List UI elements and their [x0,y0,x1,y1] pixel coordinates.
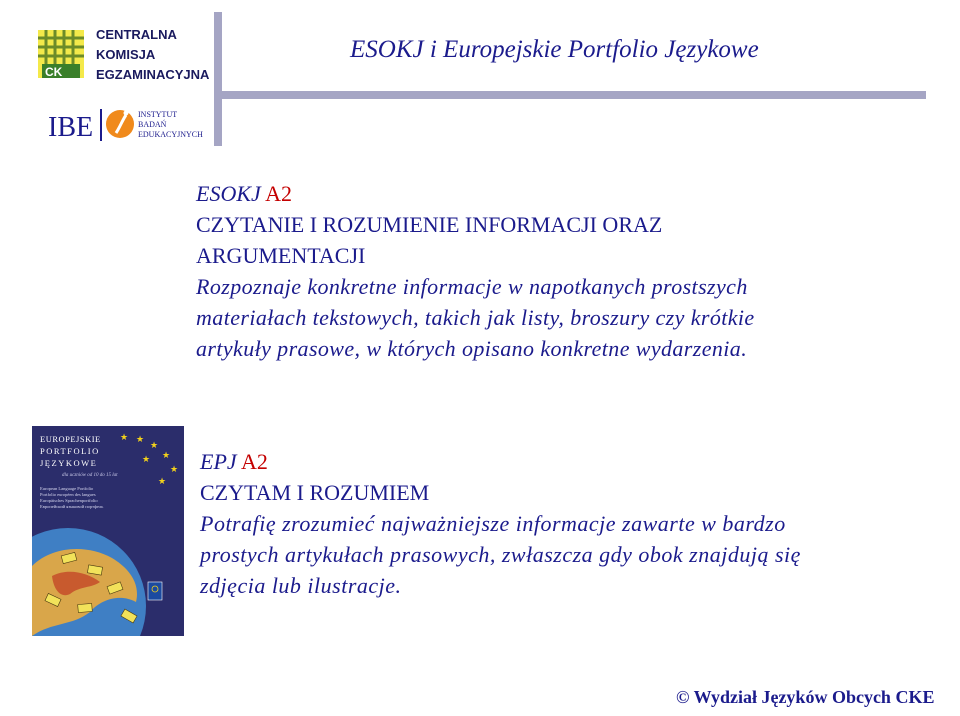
esokj-heading-line: ARGUMENTACJI [196,243,366,268]
cover-language-line: Europäisches Sprachenportfolio [40,498,98,503]
epj-label-line [200,446,900,477]
cover-title-line: EUROPEJSKIE [40,434,101,444]
ibe-name-line: EDUKACYJNYCH [138,130,203,139]
horizontal-divider [222,91,926,99]
footer-copyright: © Wydział Języków Obcych CKE [676,687,935,707]
cover-language-line: Portfolio européen des langues [40,492,96,497]
esokj-description-line: materiałach tekstowych, takich jak listy, broszury czy krótkie [196,305,755,330]
vertical-divider [214,12,222,146]
epj-description-line: Potrafię zrozumieć najważniejsze informacje zawarte w bardzo [200,511,786,536]
esokj-label: ESOKJ [196,181,261,206]
epj-label: EPJ [200,449,237,474]
esokj-level: A2 [265,181,292,206]
cover-subtitle: dla uczniów od 10 do 15 lat [62,473,118,478]
ibe-name-line: BADAŃ [138,120,167,129]
cke-name-line: EGZAMINACYJNA [96,67,210,82]
ibe-name-line: INSTYTUT [138,110,178,119]
portfolio-cover-image [32,426,184,636]
council-of-europe-logo [148,582,162,600]
cover-title-line: JĘZYKOWE [40,458,98,468]
svg-text:★: ★ [142,454,151,464]
cke-name-line: CENTRALNA [96,27,177,42]
esokj-description-line: Rozpoznaje konkretne informacje w napotkanych prostszych [196,274,748,299]
epj-level: A2 [240,449,268,474]
epj-section [200,446,900,601]
cover-title-line: PORTFOLIO [40,446,100,456]
cke-name-line: KOMISJA [96,47,156,62]
svg-text:★: ★ [170,464,179,474]
svg-text:★: ★ [136,434,145,444]
ibe-letters: IBE [48,112,94,143]
esokj-section [196,178,856,364]
esokj-heading-line: CZYTANIE I ROZUMIENIE INFORMACJI ORAZ [196,212,663,237]
epj-heading: CZYTAM I ROZUMIEM [200,480,430,505]
esokj-description-line: artykuły prasowe, w których opisano konkretne wydarzenia. [196,336,748,361]
epj-description-line: zdjęcia lub ilustracje. [200,573,402,598]
ibe-logo [38,103,204,147]
esokj-label-line [196,178,856,209]
cover-language-line: Европейский языковой портфель [40,504,104,509]
cke-logo [38,30,84,78]
cover-language-line: European Language Portfolio [40,486,94,491]
svg-text:★: ★ [162,450,171,460]
epj-description-line: prostych artykułach prasowych, zwłaszcza gdy obok znajdują się [200,542,801,567]
cke-name [96,25,216,85]
svg-text:★: ★ [158,476,167,486]
cke-badge-text: CK [45,65,63,78]
svg-text:★: ★ [120,432,129,442]
svg-text:★: ★ [150,440,159,450]
slide-title: ESOKJ i Europejskie Portfolio Językowe [350,36,759,63]
